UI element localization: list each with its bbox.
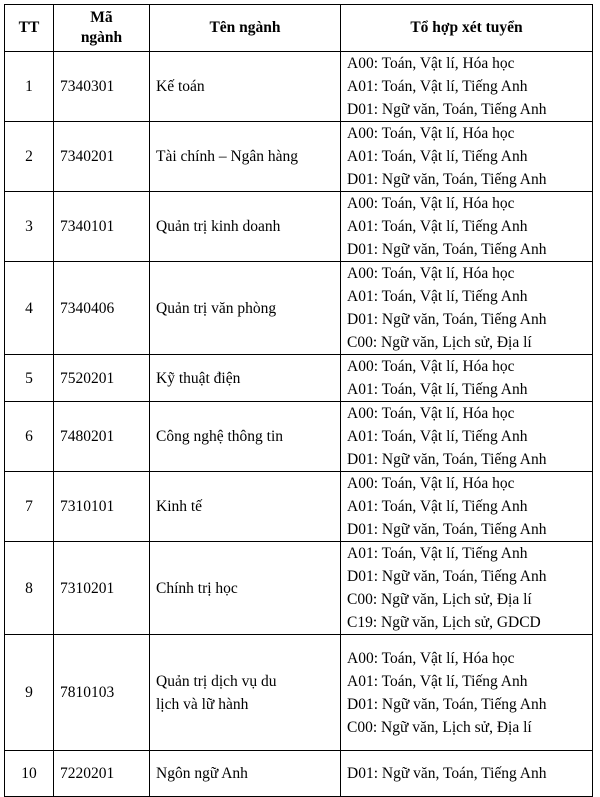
table-row — [5, 635, 593, 751]
cell-tt: 5 — [5, 355, 54, 402]
cell-code: 7310101 — [54, 472, 150, 542]
cell-code: 7340301 — [54, 52, 150, 122]
combo-line: A01: Toán, Vật lí, Tiếng Anh — [347, 218, 528, 235]
combo-line: D01: Ngữ văn, Toán, Tiếng Anh — [347, 171, 547, 188]
combo-line: A01: Toán, Vật lí, Tiếng Anh — [347, 78, 528, 95]
cell-tt: 10 — [5, 751, 54, 797]
combo-line: A01: Toán, Vật lí, Tiếng Anh — [347, 545, 528, 562]
combo-line: D01: Ngữ văn, Toán, Tiếng Anh — [347, 451, 547, 468]
table-header — [5, 5, 593, 52]
cell-combos — [341, 192, 593, 262]
cell-tt: 9 — [5, 635, 54, 751]
combo-line: A00: Toán, Vật lí, Hóa học — [347, 358, 515, 375]
combo-line: D01: Ngữ văn, Toán, Tiếng Anh — [347, 695, 547, 713]
cell-name: Kỹ thuật điện — [150, 355, 341, 402]
combo-line: C00: Ngữ văn, Lịch sử, Địa lí — [347, 591, 532, 608]
cell-tt: 6 — [5, 402, 54, 472]
combo-line: A01: Toán, Vật lí, Tiếng Anh — [347, 498, 528, 515]
cell-tt: 2 — [5, 122, 54, 192]
admissions-table — [4, 4, 593, 797]
combo-line: A01: Toán, Vật lí, Tiếng Anh — [347, 672, 528, 690]
cell-name: Quản trị dịch vụ du lịch và lữ hành — [150, 635, 341, 751]
cell-code: 7220201 — [54, 751, 150, 797]
combo-line: C00: Ngữ văn, Lịch sử, Địa lí — [347, 718, 532, 736]
cell-name: Công nghệ thông tin — [150, 402, 341, 472]
header-code-line2: ngành — [80, 29, 123, 46]
cell-combos — [341, 402, 593, 472]
cell-name: Chính trị học — [150, 542, 341, 635]
cell-code: 7310201 — [54, 542, 150, 635]
cell-code: 7340101 — [54, 192, 150, 262]
cell-name: Kế toán — [150, 52, 341, 122]
header-code-line1: Mã — [90, 9, 113, 26]
cell-tt: 3 — [5, 192, 54, 262]
cell-code: 7340406 — [54, 262, 150, 355]
combo-line: A00: Toán, Vật lí, Hóa học — [347, 55, 515, 72]
cell-name: Quản trị kinh doanh — [150, 192, 341, 262]
combo-line: C19: Ngữ văn, Lịch sử, GDCD — [347, 614, 541, 631]
combo-line: A01: Toán, Vật lí, Tiếng Anh — [347, 381, 528, 398]
header-code — [54, 5, 150, 52]
cell-code: 7520201 — [54, 355, 150, 402]
cell-combos — [341, 635, 593, 751]
combo-line: A00: Toán, Vật lí, Hóa học — [347, 475, 515, 492]
header-tt: TT — [5, 5, 54, 52]
table-row — [5, 472, 593, 542]
table-row — [5, 52, 593, 122]
header-combos: Tổ hợp xét tuyển — [341, 5, 593, 52]
combo-line: A01: Toán, Vật lí, Tiếng Anh — [347, 288, 528, 305]
cell-name: Quản trị văn phòng — [150, 262, 341, 355]
cell-code: 7810103 — [54, 635, 150, 751]
table-row — [5, 192, 593, 262]
table-row — [5, 122, 593, 192]
cell-tt: 8 — [5, 542, 54, 635]
header-row — [5, 5, 593, 52]
cell-combos — [341, 52, 593, 122]
table-body — [5, 52, 593, 797]
combo-line: D01: Ngữ văn, Toán, Tiếng Anh — [347, 241, 547, 258]
combo-line: A00: Toán, Vật lí, Hóa học — [347, 125, 515, 142]
table-row — [5, 355, 593, 402]
combo-line: A00: Toán, Vật lí, Hóa học — [347, 649, 515, 667]
combo-line: C00: Ngữ văn, Lịch sử, Địa lí — [347, 334, 532, 351]
cell-combos — [341, 542, 593, 635]
combo-line: D01: Ngữ văn, Toán, Tiếng Anh — [347, 568, 547, 585]
combo-line: D01: Ngữ văn, Toán, Tiếng Anh — [347, 101, 547, 118]
cell-combos — [341, 751, 593, 797]
cell-combos — [341, 355, 593, 402]
combo-line: D01: Ngữ văn, Toán, Tiếng Anh — [347, 521, 547, 538]
cell-name: Ngôn ngữ Anh — [150, 751, 341, 797]
cell-tt: 1 — [5, 52, 54, 122]
cell-name: Tài chính – Ngân hàng — [150, 122, 341, 192]
cell-code: 7340201 — [54, 122, 150, 192]
combo-line: A01: Toán, Vật lí, Tiếng Anh — [347, 428, 528, 445]
combo-line: D01: Ngữ văn, Toán, Tiếng Anh — [347, 765, 547, 782]
cell-tt: 4 — [5, 262, 54, 355]
table-row — [5, 402, 593, 472]
combo-line: A01: Toán, Vật lí, Tiếng Anh — [347, 148, 528, 165]
cell-combos — [341, 472, 593, 542]
combo-line: D01: Ngữ văn, Toán, Tiếng Anh — [347, 311, 547, 328]
combo-line: A00: Toán, Vật lí, Hóa học — [347, 195, 515, 212]
cell-name: Kinh tế — [150, 472, 341, 542]
cell-tt: 7 — [5, 472, 54, 542]
combo-line: A00: Toán, Vật lí, Hóa học — [347, 265, 515, 282]
table-row — [5, 751, 593, 797]
combo-line: A00: Toán, Vật lí, Hóa học — [347, 405, 515, 422]
table-row — [5, 262, 593, 355]
table-row — [5, 542, 593, 635]
header-name: Tên ngành — [150, 5, 341, 52]
cell-code: 7480201 — [54, 402, 150, 472]
cell-combos — [341, 122, 593, 192]
cell-combos — [341, 262, 593, 355]
